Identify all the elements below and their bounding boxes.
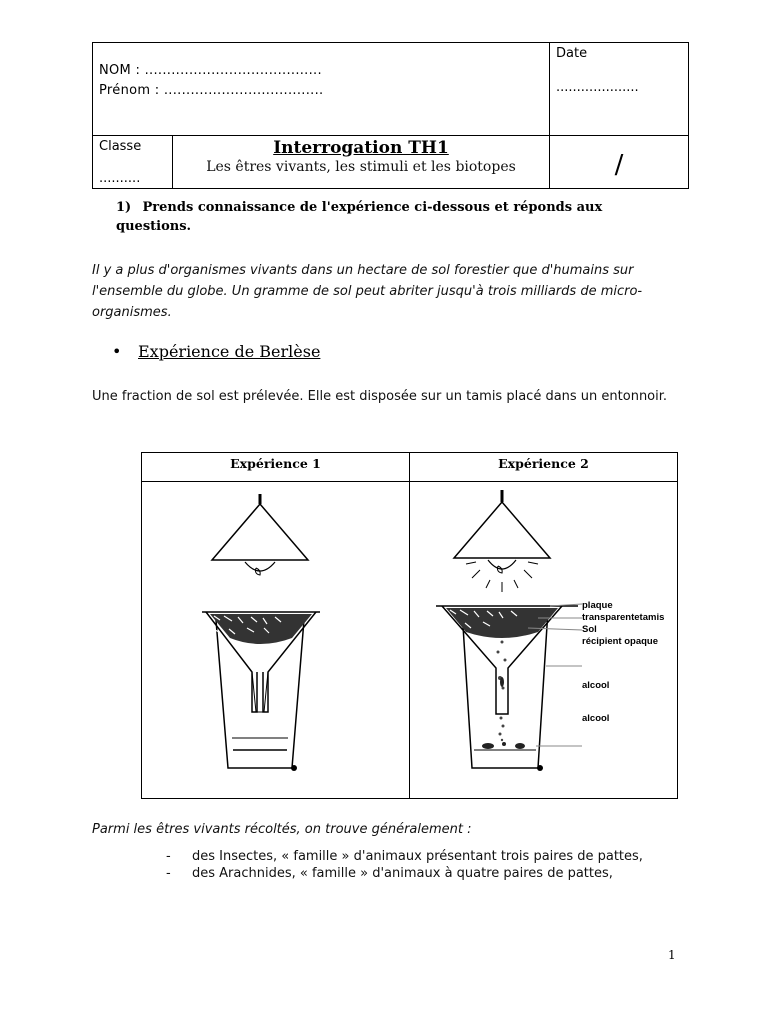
list-item	[166, 865, 666, 882]
organism-list	[166, 848, 666, 882]
bullet-icon: •	[112, 342, 122, 361]
prenom-field[interactable]: Prénom : ....................................	[99, 83, 324, 98]
list-item	[166, 848, 666, 865]
experiment-table	[141, 452, 678, 799]
intro-paragraph: Il y a plus d'organismes vivants dans un hectare de sol forestier que d'humains sur l'ensemble du globe. Un gramme de sol peut abriter jusqu'à trois milliards de micro-organismes.	[92, 263, 643, 320]
section-heading-text: Expérience de Berlèse	[138, 342, 321, 361]
list-dash: -	[166, 866, 171, 881]
berlese-apparatus-1-drawing	[142, 482, 408, 796]
score-cell	[550, 136, 689, 189]
label-sol: Sol	[582, 624, 597, 635]
date-field[interactable]: ....................	[556, 80, 639, 95]
experiment-1-header: Expérience 1	[142, 453, 410, 482]
question-1	[116, 198, 676, 236]
label-alcool-1: alcool	[582, 680, 610, 691]
page-number: 1	[668, 948, 676, 962]
list-dash: -	[166, 849, 171, 864]
date-label: Date	[556, 46, 588, 61]
harvest-intro: Parmi les êtres vivants récoltés, on trouve généralement :	[92, 822, 472, 837]
label-transparent-tamis: transparentetamis	[582, 612, 665, 623]
experiment-2-figure	[410, 482, 678, 799]
date-cell	[550, 43, 689, 136]
page-title: Interrogation TH1	[273, 138, 449, 158]
header-table	[92, 42, 689, 189]
nom-field[interactable]: NOM : ........................................	[99, 63, 322, 78]
section-heading	[112, 342, 320, 361]
classe-cell	[93, 136, 173, 189]
list-item-text: des Insectes, « famille » d'animaux présentant trois paires de pattes,	[192, 849, 643, 864]
description-paragraph: Une fraction de sol est prélevée. Elle est disposée sur un tamis placé dans un entonnoir.	[92, 389, 668, 404]
name-cell	[93, 43, 550, 136]
score-slash: /	[614, 150, 624, 180]
label-recipient: récipient opaque	[582, 636, 659, 647]
classe-label: Classe	[99, 139, 142, 154]
question-text: Prends connaissance de l'expérience ci-dessous et réponds aux questions.	[116, 200, 603, 234]
experiment-2-header: Expérience 2	[410, 453, 678, 482]
page-subtitle: Les êtres vivants, les stimuli et les biotopes	[206, 159, 516, 175]
list-item-text: des Arachnides, « famille » d'animaux à quatre paires de pattes,	[192, 866, 613, 881]
experiment-1-figure	[142, 482, 410, 799]
title-cell	[173, 136, 550, 189]
classe-field[interactable]: ..........	[99, 171, 141, 186]
label-alcool-2: alcool	[582, 713, 610, 724]
label-plaque: plaque	[582, 600, 613, 611]
question-number: 1)	[116, 200, 132, 215]
